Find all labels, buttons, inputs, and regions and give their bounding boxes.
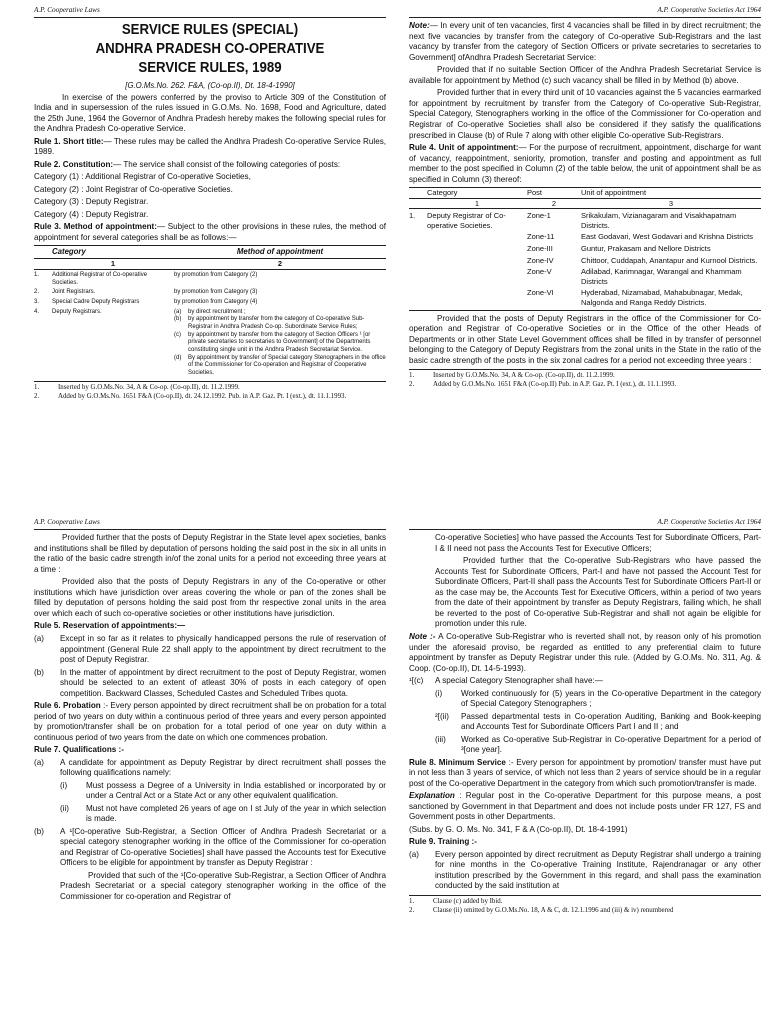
category-line: Category (2) : Joint Registrar of Co-operative Societies.	[34, 184, 233, 194]
option-label: (c)	[174, 331, 181, 338]
clause-label: (a)	[409, 849, 419, 859]
clause-text: Must possess a Degree of a University in India established or incorporated by or under a Central Act or a State Act or any other equivalent qualification.	[86, 780, 386, 801]
row-number: 4.	[34, 308, 40, 315]
category-line: Category (1) : Additional Registrar of Co-operative Societies,	[34, 172, 251, 182]
option-label: (b)	[174, 316, 182, 323]
zone-label: Zone-IV	[527, 255, 554, 265]
rule-heading: Rule 5. Reservation of appointments:—	[34, 621, 186, 631]
option-label: (d)	[174, 354, 182, 361]
clause	[34, 758, 386, 779]
note-heading: Note :-	[409, 632, 436, 641]
rule-text: — These rules may be called the Andhra Pradesh Co-operative Service Rules, 1989.	[34, 136, 386, 157]
table-row	[409, 256, 761, 266]
rule-text: :- Every person appointed by direct recruitment shall be on probation for a total period of two years on duty within a continuous period of three years and every person appointed by promotion/transfer shall be on probation for a total period of one year on duty within a continuous period of two years from the date on which one commences probation.	[34, 701, 387, 742]
rule-heading: Rule 9. Training :-	[409, 837, 477, 847]
row-category: Special Cadre Deputy Registrars	[52, 298, 140, 305]
proviso-paragraph: Provided that the posts of Deputy Registrars in the office of the Commissioner for Co-operation and Registrar of Co-operative Societies or in the Office of the other Heads of Departments or in other State Level Government offices shall be filled in by transfer of personnel belonging to the Category of Deputy Registrars from the zonal units in the State in the ratio of the basic cadre strength of the posts in the six zonal cadres for a period not exceeding three years :	[409, 313, 761, 365]
title-line-2: ANDHRA PRADESH CO-OPERATIVE	[95, 41, 325, 58]
note-text: A Co-operative Sub-Registrar who is reverted shall not, by reason only of his promotion under the aforesaid proviso, be regarded as entitled to any preferential claim to future appointment by transfer as Deputy Registrar under this rule. (Added by G.O.Ms. No. 311, Ag. & Coop. (Co-op.II), Dt. 14-5-1993).	[409, 632, 761, 673]
zone-districts: Srikakulam, Vizianagaram and Visakhapatnam Districts.	[581, 211, 737, 230]
zone-districts: Hyderabad, Nizamabad, Mahabubnagar, Medak, Nalgonda and Ranga Reddy Districts.	[581, 288, 743, 308]
table-row	[409, 211, 761, 230]
row-method: by promotion from Category (3)	[174, 289, 258, 296]
clause-text: Worked continuously for (5) years in the Co-operative Department in the category of Special Category Stenographers ;	[461, 688, 761, 709]
intro-paragraph: In exercise of the powers conferred by the proviso to Article 309 of the Constitution of India and in supersession of the rules issued in G.O.Ms. No. 1698, Food and Agriculture, dated the 25th June, 1964 the Governor of Andhra Pradesh hereby makes the following special rules for the Andhra Pradesh Co-operative Service.	[34, 92, 386, 134]
clause-text: Every person appointed by direct recruitment as Deputy Registrar shall undergo a training for nine months in the Co-operative Training Institute, Rajendranagar or any other institution prescribed by the Government in this regard, and shall pass the examination conducted by the said institution at	[435, 849, 761, 891]
row-category: Deputy Registrars.	[52, 308, 102, 315]
footnote-mark: 2.	[34, 392, 40, 400]
sub-clause	[60, 804, 386, 825]
page-bottom-right	[409, 518, 761, 916]
footnote	[34, 384, 386, 393]
footnote-mark: 2.	[409, 381, 415, 389]
page-top-right	[409, 6, 761, 390]
column-header-post: Post	[527, 188, 543, 198]
proviso-paragraph: Provided that if no suitable Section Officer of the Andhra Pradesh Secretariat Service is available for appointment by Method (c) such vacancy shall be filled in by Method (b) above.	[409, 65, 761, 85]
footnote-text: Clause (c) added by Ibid.	[433, 897, 503, 905]
proviso-paragraph: Provided further that in every third unit of 10 vacancies against the 5 vacancies earmarked for appointment by recruitment by transfer from the Category of Co-operative Sub-Registrar, Special Category, Stenographers working in the office of the Commissioner for Co-operation and Registrar of Co-operative Societies shall also be considered if they satisfy the qualifications prescribed in Clause (b) of Rule 7 along with other eligible Co-operative Sub-Registrars.	[409, 88, 761, 140]
footnote-mark: 1.	[409, 372, 415, 380]
rule-8	[409, 758, 761, 790]
title-line-3: SERVICE RULES, 1989	[138, 59, 282, 76]
clause-text: In the matter of appointment by direct recruitment to the post of Deputy Registrar, women should be selected to an extent of atleast 30% of posts in each category of open competition. Backward Classes, Scheduled Castes and Scheduled Tribes quota.	[60, 667, 386, 698]
column-header-unit: Unit of appointment	[581, 188, 647, 198]
option-label: (a)	[174, 308, 182, 315]
header-left: A.P. Cooperative Laws	[34, 6, 100, 14]
footnotes	[34, 381, 386, 402]
rule-2	[34, 160, 386, 171]
table-row	[34, 299, 386, 307]
clause-label: (ii)	[60, 803, 69, 813]
zone-label: Zone-V	[527, 267, 552, 277]
method-option	[174, 316, 386, 331]
row-number: 2.	[34, 289, 40, 296]
footnote	[34, 393, 386, 402]
option-text: By appointment by transfer of Special category Stenographers in the office of the Commissioner for Co-operation and Registrar of Cooperative Societies.	[188, 354, 386, 376]
note-paragraph	[409, 632, 761, 674]
footnote	[409, 907, 761, 916]
table-column-numbers	[409, 199, 761, 210]
column-number: 1	[474, 198, 480, 208]
go-reference: [G.O.Ms.No. 262. F&A, (Co-op.II), Dt. 18-4-1990]	[125, 80, 295, 90]
rule-heading: Rule 4. Unit of appointment:	[409, 143, 519, 153]
rule-heading: Rule 8. Minimum Service	[409, 757, 506, 767]
clause	[409, 850, 761, 892]
zone-districts: East Godavari, West Godavari and Krishna Districts	[581, 232, 754, 242]
clause	[34, 634, 386, 666]
table-row	[34, 272, 386, 287]
zone-districts: Chittoor, Cuddapah, Anantapur and Kurnool Districts.	[581, 255, 758, 265]
proviso-paragraph: Provided further that the posts of Deputy Registrar in the State level apex societies, banks and institutions shall be filled by deputation of persons holding the said post in the six in all units in the ratio of the basic cadre strength in/of the zonal units for a period not exceeding three years at a time :	[34, 533, 386, 574]
clause-label: ¹[(c)	[409, 676, 424, 686]
note-heading: Note:	[409, 21, 430, 31]
rule-5-heading	[34, 621, 386, 632]
option-text: by direct recruitment ;	[188, 308, 246, 315]
clause-label: (iii)	[435, 734, 446, 744]
footnote-text: Inserted by G.O.Ms.No. 34, A & Co-op. (Co-op.II), dt. 11.2.1999.	[58, 383, 240, 391]
clause-text: A special Category Stenographer shall have:—	[435, 676, 603, 686]
zone-label: Zone-VI	[527, 288, 554, 298]
footnotes	[409, 895, 761, 916]
row-number: 1.	[409, 211, 416, 221]
option-text: by appointment by transfer from the category of Section Officers ¹ [or private secretaries to secretaries to Government] of the Departments constituting single unit in the Andhra Pradesh Secretariat Service.	[188, 331, 371, 353]
clause	[409, 676, 761, 687]
footnote-text: Added by G.O.Ms.No. 1651 F&A (Co-op.II) Pub. in A.P. Gaz. Pt. I (ext.), dt. 11.1.1993.	[433, 381, 677, 389]
page-bottom-left	[34, 518, 386, 904]
column-number: 3	[668, 198, 674, 208]
zone-label: Zone-III	[527, 244, 553, 254]
page-top-left	[34, 6, 386, 402]
substitution-note: (Subs. by G. O. Ms. No. 341, F & A (Co-op.II), Dt. 18-4-1991)	[409, 824, 628, 834]
rule-heading: Rule 6. Probation	[34, 701, 101, 711]
note-text: — In every unit of ten vacancies, first 4 vacancies shall be filled in by direct recruitment; the next five vacancies by transfer from the category of Co-operative Sub-Registrars and the last vacancy by transfer from the category of Section Officers or private secretaries to secretaries to Government] ofAndhra Pradesh Secretariat Service:	[409, 21, 761, 62]
row-category: Deputy Registrar of Co-operative Societies.	[427, 211, 506, 230]
rule-4	[409, 143, 761, 185]
header-left: A.P. Cooperative Laws	[34, 518, 100, 526]
header-right: A.P. Cooperative Societies Act 1964	[657, 518, 761, 526]
rule-heading: Rule 3. Method of appointment:	[34, 222, 157, 232]
method-option	[174, 355, 386, 378]
running-header	[409, 6, 761, 18]
clause-label: (i)	[435, 688, 443, 698]
running-header	[34, 6, 386, 18]
appointment-method-table	[34, 245, 386, 377]
explanation	[409, 791, 761, 823]
proviso-paragraph: Provided further that the Co-operative Sub-Registrars who have passed the Accounts Test for Subordinate Officers, Part-I and have not passed the Account Test for Subordinate Officers, Part-II shall pass the Accounts Test for Subordinate Officers Part-II or as the case may be, the Accounts Test for Executive Officers, within a period of two years from the date of their appointment by transfer as Deputy Registrars, failing which, he shall be reverted to the post of Co-operative Sub-Registrar and shall not again be eligible for promotion under this rule.	[435, 556, 761, 629]
footnote-mark: 1.	[34, 383, 40, 391]
table-header	[34, 246, 386, 258]
row-number: 3.	[34, 298, 40, 305]
category-line: Category (3) : Deputy Registrar.	[34, 197, 149, 207]
rule-text: :- Every person for appointment by promotion/ transfer must have put in not less than 3 years of service, of which not less than 2 years of service should be in a regular post of the Co-operative Department in the category from which such promotion/transfer is made.	[409, 757, 762, 788]
column-header-category: Category	[427, 188, 458, 198]
proviso-paragraph: Provided that such of the ¹[Co-operative Sub-Registrar, a Section Officer of Andhra Pradesh Secretariat or a special category stenographer working in the office of the Commissioner for co-operation and Registrar of	[60, 870, 386, 901]
zone-label: Zone-11	[527, 232, 555, 242]
sub-clause	[60, 781, 386, 802]
table-row	[409, 288, 761, 310]
zone-label: Zone-1	[527, 211, 551, 221]
table-row	[409, 267, 761, 286]
method-option	[174, 332, 386, 355]
note-paragraph	[409, 21, 761, 63]
clause-label: (b)	[34, 667, 44, 677]
method-option	[174, 309, 386, 317]
clause-text: Except in so far as it relates to physically handicapped persons the rule of reservation of appointment (General Rule 22 shall apply to the appointment by direct recruitment to the post of Deputy Registrar.	[60, 634, 386, 665]
rule-text: — The service shall consist of the following categories of posts:	[113, 159, 341, 169]
unit-of-appointment-table	[409, 187, 761, 311]
rule-3	[34, 222, 386, 243]
category-line: Category (4) : Deputy Registrar.	[34, 209, 149, 219]
sub-clause	[435, 712, 761, 733]
clause	[34, 668, 386, 700]
row-category: Joint Registrars.	[52, 289, 96, 296]
table-row	[34, 289, 386, 297]
clause-label: (a)	[34, 634, 44, 643]
table-header	[409, 187, 761, 199]
zone-districts: Guntur, Prakasam and Nellore Districts	[581, 244, 711, 254]
zone-districts: Adilabad, Karimnagar, Warangal and Khammam Districts	[581, 267, 742, 286]
footnote	[409, 381, 761, 390]
proviso-paragraph: Provided also that the posts of Deputy Registrars in any of the Co-operative or other institutions which have jurisdiction over areas covering the whole or pan of the zones shall be filled by deputation of persons holding the said post from thr respective zonal units in the area over which each of such co-operative societies or other institutions have jurisdiction.	[34, 577, 386, 618]
footnote	[409, 898, 761, 907]
table-row	[409, 232, 761, 242]
row-category: Additional Registrar of Co-operative Societies.	[52, 271, 148, 286]
clause-label: ²[(ii)	[435, 711, 449, 721]
sub-clause	[435, 735, 761, 756]
sub-clause	[435, 689, 761, 710]
explanation-text: : Regular post in the Co-operative Department for this purpose means, a post sanctioned by Government in that Department and does not include posts under FR 127, FS and Government posts in other Departments.	[409, 791, 761, 822]
rule-heading: Rule 2. Constitution:	[34, 159, 114, 169]
explanation-heading: Explanation	[409, 791, 455, 801]
rule-1	[34, 137, 386, 158]
rule-text: — For the purpose of recruitment, appointment, discharge for want of vacancy, reappointment, seniority, promotion, transfer and posting and appointment as full member to the post specified in Column (2) of the table below, the unit of appointment shall be as specified in Column (3) thereof:	[409, 143, 761, 184]
rule-9-heading	[409, 837, 761, 848]
column-number: 1	[110, 259, 116, 269]
footnote-text: Inserted by G.O.Ms.No. 34, A & Co-op. (Co-op.II), dt. 11.2.1999.	[433, 372, 615, 380]
rule-6	[34, 701, 386, 743]
column-header-category: Category	[52, 247, 86, 257]
running-header	[34, 518, 386, 530]
footnote	[409, 372, 761, 381]
footnote-mark: 1.	[409, 897, 415, 905]
continued-paragraph: Co-operative Societies] who have passed the Accounts Test for Subordinate Officers, Part-I & II need not pass the Accounts Test for Executive Officers;	[435, 533, 761, 553]
table-row	[34, 309, 386, 378]
row-method: by promotion from Category (2)	[174, 271, 258, 278]
row-method-options	[174, 309, 386, 378]
clause-text: Passed departmental tests in Co-operation Auditing, Banking and Book-keeping and Accounts Test for Subordinate Officers Part I and II ; and	[461, 711, 761, 732]
row-method: by promotion from Category (4)	[174, 298, 258, 305]
column-header-method: Method of appointment	[236, 247, 324, 257]
clause	[34, 827, 386, 869]
column-number: 2	[277, 259, 283, 269]
table-row	[409, 244, 761, 254]
rule-7-heading	[34, 745, 386, 756]
rule-heading: Rule 1. Short title:	[34, 136, 104, 146]
clause-text: A candidate for appointment as Deputy Registrar by direct recruitment shall posses the following qualifications namely:	[60, 757, 386, 778]
header-right: A.P. Cooperative Societies Act 1964	[657, 6, 761, 14]
footnote-text: Clause (ii) omitted by G.O.Ms.No. 18, A & C, dt. 12.1.1996 and (iii) & iv) renumbered	[433, 906, 674, 914]
clause-label: (a)	[34, 757, 44, 767]
title-line-1: SERVICE RULES (SPECIAL)	[121, 22, 299, 39]
column-number: 2	[551, 198, 557, 208]
row-number: 1.	[34, 271, 40, 278]
clause-label: (i)	[60, 780, 68, 790]
running-header	[409, 518, 761, 530]
option-text: by appointment by transfer from the category of Co-operative Sub-Registrar in Andhra Pradesh Co-op. Subordinate Service Rules;	[188, 316, 365, 330]
rule-heading: Rule 7. Qualifications :-	[34, 745, 124, 755]
clause-label: (b)	[34, 826, 44, 836]
footnote-mark: 2.	[409, 906, 415, 914]
clause-text: Worked as Co-operative Sub-Registrar in Co-operative Department for a period of ³[one year].	[461, 734, 761, 755]
footnote-text: Added by G.O.Ms.No. 1651 F&A (Co-op.II), dt. 24.12.1992. Pub. in A.P. Gaz. Pt. I (ext.), dt. 11.1.1993.	[58, 392, 347, 400]
clause-text: Must not have completed 26 years of age on I st July of the year in which selection is made.	[86, 803, 386, 824]
table-column-numbers	[34, 258, 386, 270]
footnotes	[409, 369, 761, 390]
rule-text: — Subject to the other provisions in these rules, the method of appointment for several categories shall be as follows:—	[34, 222, 386, 242]
clause-text: A ¹[Co-operative Sub-Registrar, a Section Officer of Andhra Pradesh Secretariat or a special category stenographer working in the office of the Commissioner for co-operation and Registrar of Co-operative Societies] shall have passed the Accounts test for Executive Officers to be eligible for appointment by transfer as Deputy Registrar :	[60, 826, 386, 868]
